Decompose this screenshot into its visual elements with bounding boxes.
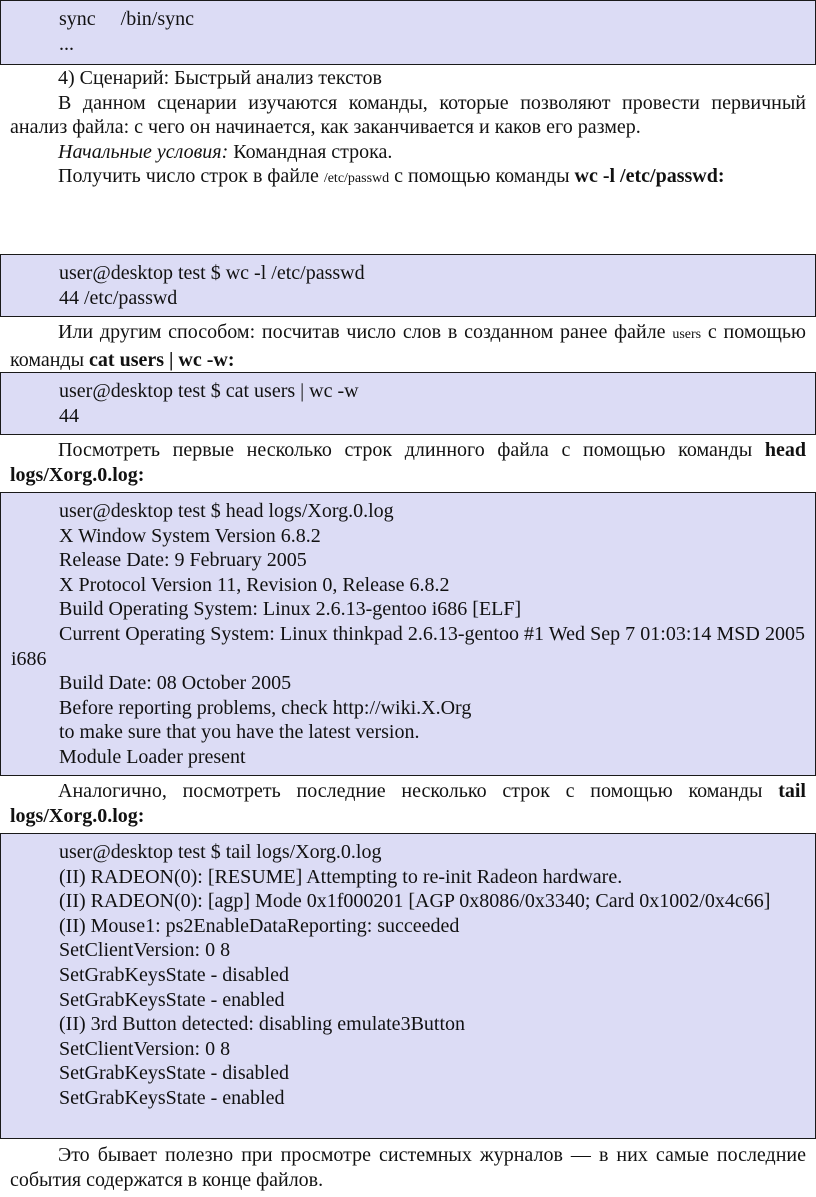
code-line: sync /bin/sync (59, 8, 194, 30)
code-line: Release Date: 9 February 2005 (59, 549, 307, 572)
conditions-paragraph (10, 140, 806, 165)
code-line: user@desktop test $ cat users | wc -w (59, 380, 359, 402)
code-line: 44 (59, 404, 79, 427)
code-line: (II) 3rd Button detected: disabling emulate3Button (59, 1013, 466, 1036)
code-line: user@desktop test $ wc -l /etc/passwd (59, 262, 365, 284)
section-text-cat (0, 320, 816, 372)
code-line: Build Date: 08 October 2005 (59, 672, 292, 695)
code-line: SetGrabKeysState - enabled (59, 988, 285, 1011)
section-number: 4) (58, 67, 75, 89)
conditions-text: Командная строка. (228, 140, 393, 163)
code-line: X Protocol Version 11, Revision 0, Release 6.8.2 (59, 573, 450, 596)
code-line: SetGrabKeysState - disabled (59, 963, 289, 986)
code-line: Build Operating System: Linux 2.6.13-gentoo i686 [ELF] (59, 598, 522, 621)
code-block-wc (0, 254, 816, 317)
code-line: 44 /etc/passwd (59, 286, 178, 309)
code-line: SetGrabKeysState - disabled (59, 1062, 289, 1085)
code-block-cat (0, 372, 816, 435)
section-text-closing (0, 1143, 816, 1192)
section-text-head (0, 438, 816, 487)
code-block-head (0, 492, 816, 776)
code-line: user@desktop test $ tail logs/Xorg.0.log (59, 841, 382, 863)
cat-command: cat users | wc -w: (89, 348, 235, 371)
head-paragraph (10, 438, 806, 487)
code-line: X Window System Version 6.8.2 (59, 524, 321, 547)
tail-text: Аналогично, посмотреть последние несколько строк с помощью команды (58, 780, 779, 802)
code-line: ... (59, 32, 74, 55)
wc-file: /etc/passwd (323, 171, 390, 187)
wc-text-middle: с помощью команды (389, 165, 575, 188)
section-title: Сценарий: Быстрый анализ текстов (79, 67, 382, 89)
code-line: Module Loader present (59, 745, 246, 768)
code-block-sync (0, 0, 816, 65)
head-text: Посмотреть первые несколько строк длинного файла с помощью команды (58, 439, 765, 461)
cat-paragraph (10, 320, 806, 372)
wc-command: wc -l /etc/passwd: (574, 165, 725, 188)
code-line: user@desktop test $ head logs/Xorg.0.log (59, 500, 394, 522)
code-line: Before reporting problems, check http://wiki.X.Org (59, 696, 472, 719)
code-line: (II) RADEON(0): [agp] Mode 0x1f000201 [AGP 0x8086/0x3340; Card 0x1002/0x4c66] (59, 890, 771, 913)
tail-paragraph (10, 779, 806, 828)
wc-paragraph (10, 164, 806, 192)
conditions-label: Начальные условия: (58, 140, 229, 163)
wc-text: Получить число строк в файле (58, 165, 324, 188)
code-line: SetClientVersion: 0 8 (59, 939, 231, 962)
section-text-intro (0, 66, 816, 192)
code-line: SetGrabKeysState - enabled (59, 1086, 285, 1109)
code-block-tail (0, 833, 816, 1139)
cat-file: users (672, 327, 702, 342)
section-text-tail (0, 779, 816, 828)
section-heading (10, 66, 806, 91)
intro-paragraph: В данном сценарии изучаются команды, которые позволяют провести первичный анализ файла: с чего он начинается, как заканчивается и каков его размер. (10, 91, 806, 139)
closing-paragraph: Это бывает полезно при просмотре системных журналов — в них самые последние события содержатся в конце файлов. (10, 1144, 806, 1191)
cat-text: Или другим способом: посчитав число слов в созданном ранее файле (58, 321, 673, 343)
head-command: head logs/Xorg.0.log: (10, 439, 806, 486)
cat-text-middle: с помощью команды (10, 321, 806, 371)
code-line: to make sure that you have the latest version. (59, 721, 420, 744)
tail-command: tail logs/Xorg.0.log: (10, 780, 806, 827)
code-line: (II) Mouse1: ps2EnableDataReporting: succeeded (59, 914, 460, 937)
code-line: Current Operating System: Linux thinkpad 2.6.13-gentoo #1 Wed Sep 7 01:03:14 MSD 2005 i686 (11, 622, 805, 670)
code-line: SetClientVersion: 0 8 (59, 1037, 231, 1060)
code-line: (II) RADEON(0): [RESUME] Attempting to re-init Radeon hardware. (59, 865, 623, 888)
